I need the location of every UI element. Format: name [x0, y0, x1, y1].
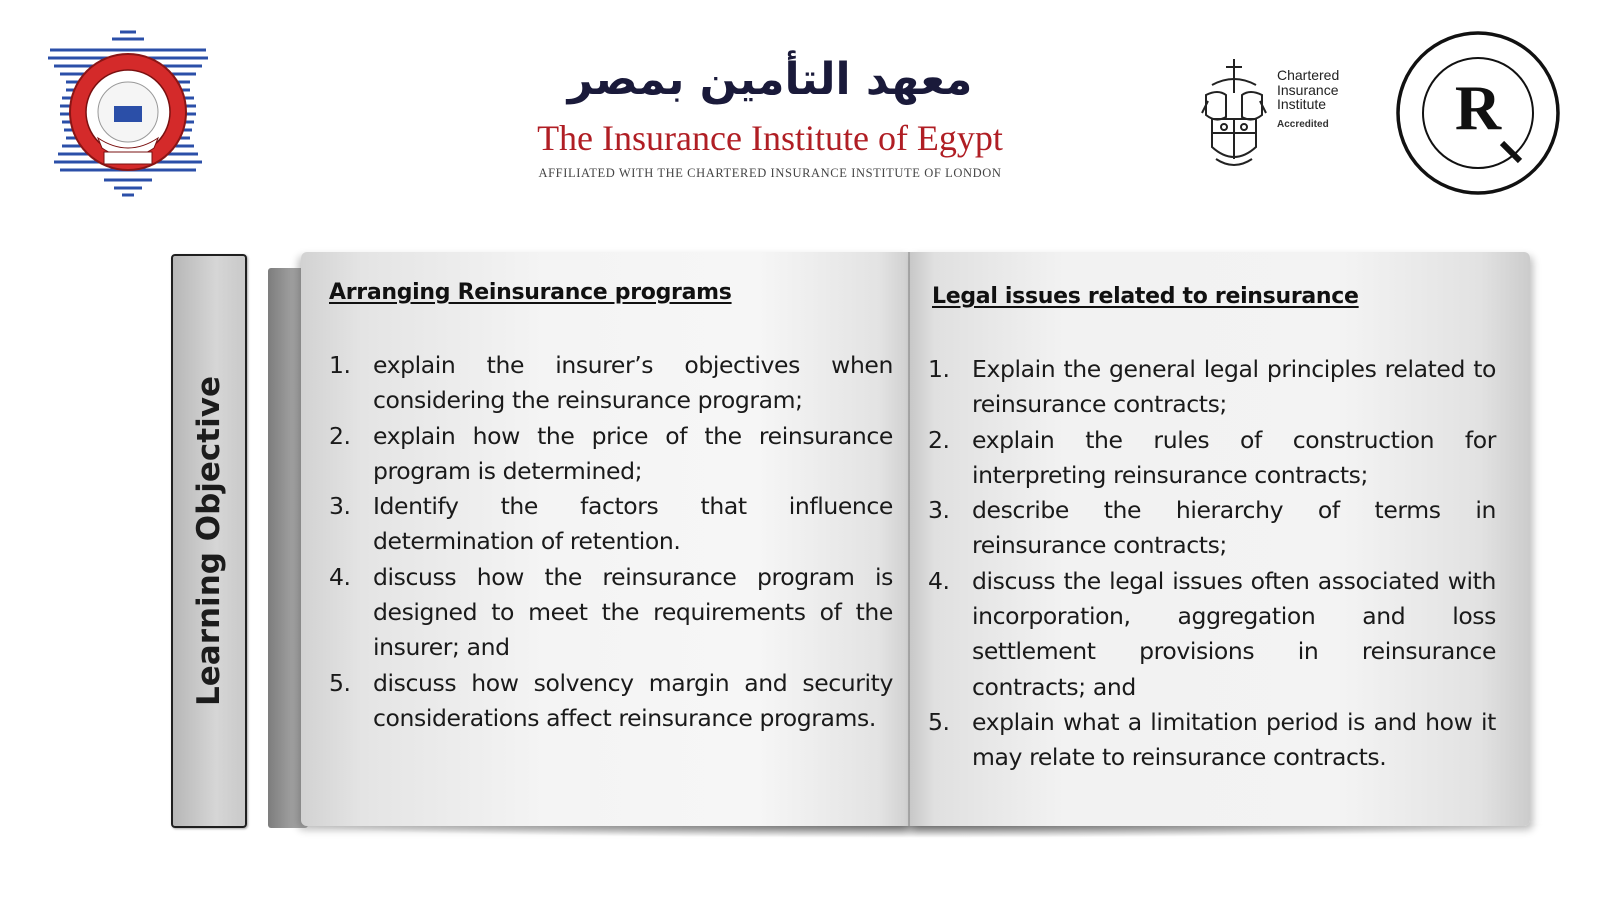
list-item-number: 2.	[329, 421, 351, 450]
cii-line-2: Insurance	[1277, 81, 1339, 98]
list-item-number: 2.	[928, 425, 950, 454]
english-institute-title: The Insurance Institute of Egypt	[537, 118, 1003, 158]
left-page	[301, 252, 910, 826]
list-item-number: 5.	[329, 668, 351, 697]
list-item	[928, 705, 1496, 776]
cii-text-block	[1277, 68, 1339, 132]
list-item	[928, 493, 1496, 564]
svg-text:R: R	[1454, 72, 1502, 143]
list-item-text: explain the insurer’s objectives when considering the reinsurance program;	[373, 351, 893, 415]
list-item	[329, 348, 893, 419]
right-page	[910, 252, 1530, 826]
lloyds-quality-logo	[1392, 25, 1564, 203]
affiliation-line: AFFILIATED WITH THE CHARTERED INSURANCE INSTITUTE OF LONDON	[538, 166, 1002, 180]
right-column-heading: Legal issues related to reinsurance	[932, 284, 1359, 309]
list-item	[329, 560, 893, 666]
list-item-text: explain what a limitation period is and how it may relate to reinsurance contracts.	[972, 707, 1496, 772]
list-item	[329, 666, 893, 737]
list-item-text: Identify the factors that influence determination of retention.	[373, 492, 893, 556]
cii-accredited-label: Accredited	[1277, 118, 1329, 130]
left-objectives-list	[329, 348, 893, 736]
list-item-number: 3.	[329, 492, 351, 521]
learning-objective-tab	[171, 254, 247, 828]
list-item	[928, 564, 1496, 705]
cii-crest-icon	[1198, 55, 1270, 177]
arabic-institute-title: معهد التأمين بمصر	[567, 54, 973, 105]
learning-objective-label: Learning Objective	[191, 376, 227, 706]
cii-line-1: Chartered	[1277, 67, 1340, 83]
institute-logo	[42, 28, 214, 198]
list-item	[928, 423, 1496, 494]
list-item	[329, 419, 893, 490]
list-item-text: explain the rules of construction for interpreting reinsurance contracts;	[972, 425, 1496, 489]
list-item-number: 1.	[928, 355, 950, 383]
list-item-number: 5.	[928, 707, 950, 736]
list-item-text: explain how the price of the reinsurance program is determined;	[373, 421, 893, 485]
list-item-number: 1.	[329, 351, 351, 379]
list-item-text: discuss the legal issues often associated with incorporation, aggregation and loss settlement provisions in reinsurance contracts; and	[972, 566, 1496, 701]
list-item-text: describe the hierarchy of terms in reinsurance contracts;	[972, 496, 1496, 560]
list-item-number: 4.	[928, 566, 950, 595]
institute-header	[520, 52, 1020, 181]
lloyds-register-seal-icon	[1392, 25, 1564, 203]
right-objectives-list	[928, 352, 1496, 776]
list-item-text: Explain the general legal principles related to reinsurance contracts;	[972, 355, 1496, 419]
list-item-number: 3.	[928, 496, 950, 525]
cii-line-3: Institute	[1277, 96, 1327, 112]
list-item-text: discuss how solvency margin and security considerations affect reinsurance programs.	[373, 668, 893, 732]
list-item	[928, 352, 1496, 423]
list-item-text: discuss how the reinsurance program is designed to meet the requirements of the insurer; and	[373, 562, 893, 662]
list-item-number: 4.	[329, 562, 351, 591]
insurance-institute-seal-icon	[42, 28, 214, 198]
cii-accredited-logo	[1198, 55, 1366, 177]
left-column-heading: Arranging Reinsurance programs	[329, 280, 732, 305]
list-item	[329, 489, 893, 560]
